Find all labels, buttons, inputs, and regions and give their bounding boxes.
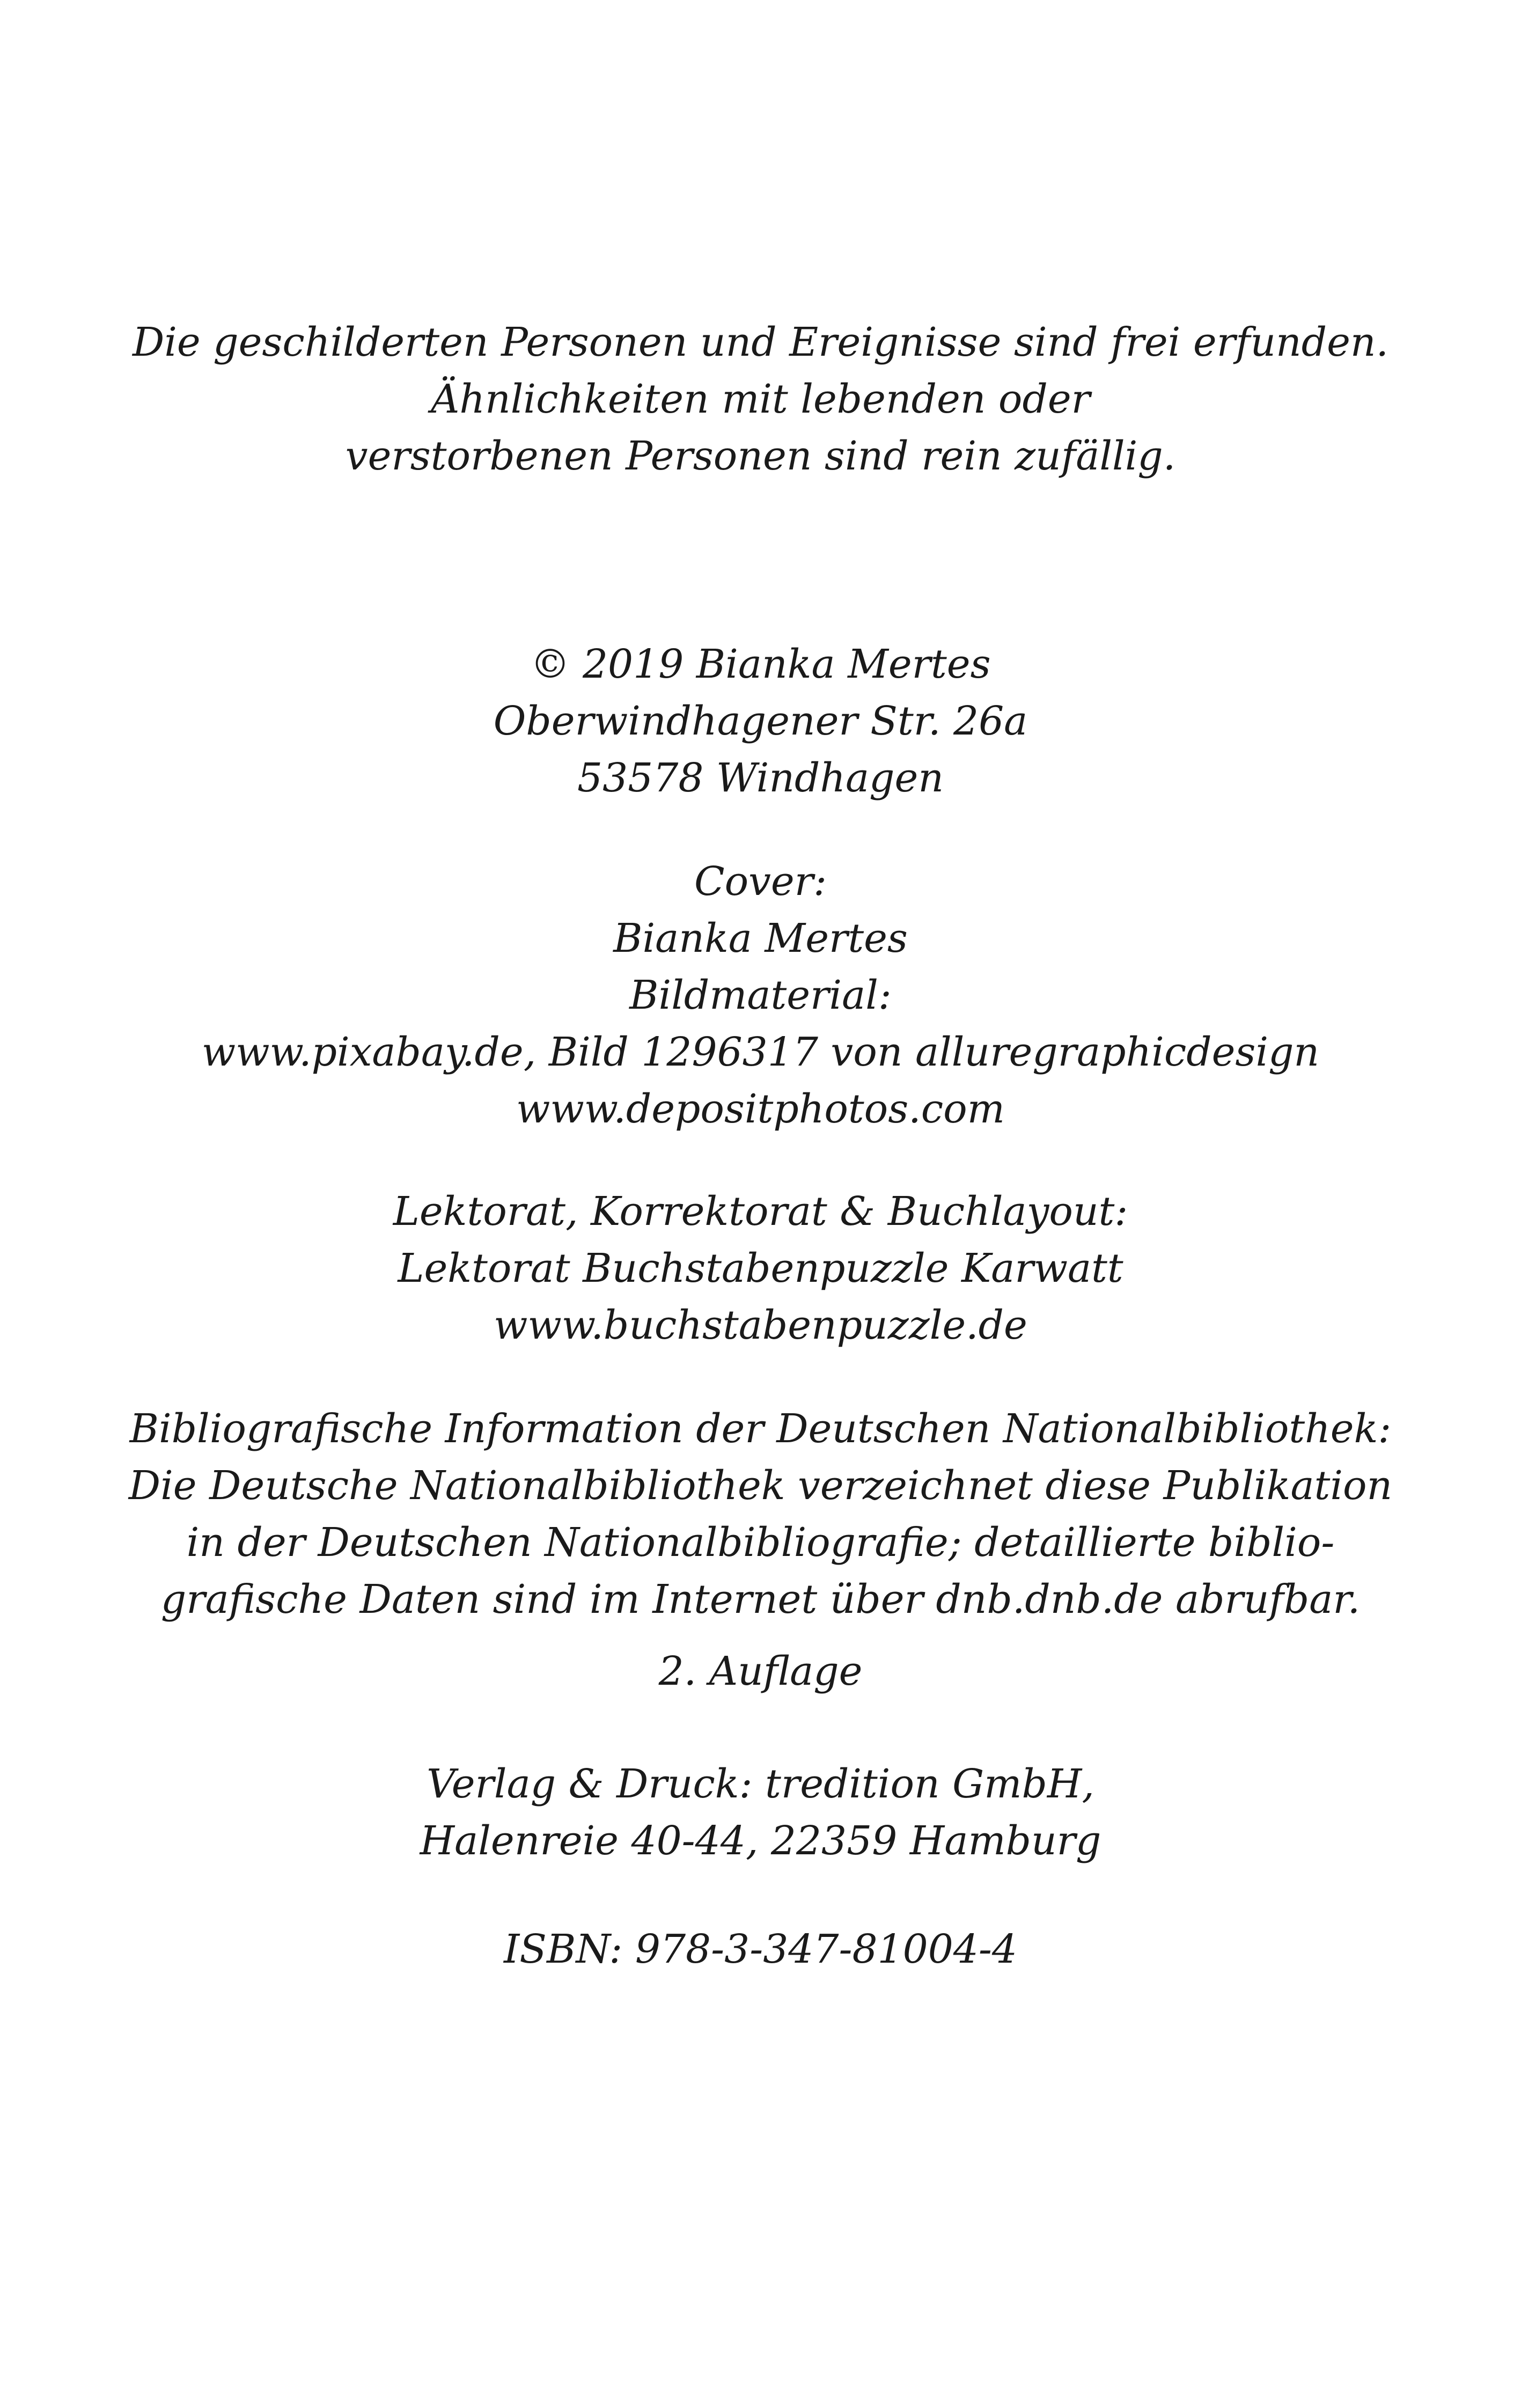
- bibliographic-line: in der Deutschen Nationalbibliografie; detaillierte biblio-: [186, 1519, 1335, 1566]
- edition-label: 2. Auflage: [658, 1648, 863, 1694]
- editing-credits-block: [0, 1183, 1521, 1354]
- copyright-notice: © 2019 Bianka Mertes: [530, 641, 991, 687]
- publisher-block: [0, 1756, 1521, 1869]
- bibliographic-line: Die Deutsche Nationalbibliothek verzeichnet diese Publikation: [128, 1463, 1393, 1509]
- cover-heading: Cover:: [694, 858, 827, 905]
- editing-heading: Lektorat, Korrektorat & Buchlayout:: [393, 1188, 1128, 1235]
- editing-website: www.buchstabenpuzzle.de: [494, 1302, 1027, 1348]
- edition-block: [0, 1643, 1521, 1700]
- image-source-depositphotos: www.depositphotos.com: [516, 1086, 1005, 1132]
- publisher-name: Verlag & Druck: tredition GmbH,: [427, 1761, 1094, 1807]
- disclaimer-line: Die geschilderten Personen und Ereignisse sind frei erfunden.: [132, 319, 1389, 365]
- isbn-block: [0, 1921, 1521, 1978]
- disclaimer-block: [0, 314, 1521, 484]
- editing-provider: Lektorat Buchstabenpuzzle Karwatt: [398, 1245, 1123, 1291]
- bibliographic-line: grafische Daten sind im Internet über dnb.dnb.de abrufbar.: [160, 1576, 1361, 1623]
- disclaimer-line: verstorbenen Personen sind rein zufällig.: [345, 433, 1176, 479]
- publisher-address: Halenreie 40-44, 22359 Hamburg: [420, 1818, 1101, 1864]
- cover-designer: Bianka Mertes: [613, 915, 908, 961]
- isbn-number: ISBN: 978-3-347-81004-4: [504, 1926, 1017, 1972]
- address-city: 53578 Windhagen: [577, 755, 944, 801]
- image-material-heading: Bildmaterial:: [629, 972, 892, 1018]
- bibliographic-heading: Bibliografische Information der Deutschen Nationalbibliothek:: [129, 1406, 1392, 1452]
- disclaimer-line: Ähnlichkeiten mit lebenden oder: [430, 376, 1091, 422]
- bibliographic-info-block: [0, 1400, 1521, 1628]
- copyright-block: [0, 636, 1521, 806]
- cover-credits-block: [0, 853, 1521, 1137]
- address-street: Oberwindhagener Str. 26a: [493, 698, 1028, 744]
- image-source-pixabay: www.pixabay.de, Bild 1296317 von alluregraphicdesign: [201, 1029, 1320, 1075]
